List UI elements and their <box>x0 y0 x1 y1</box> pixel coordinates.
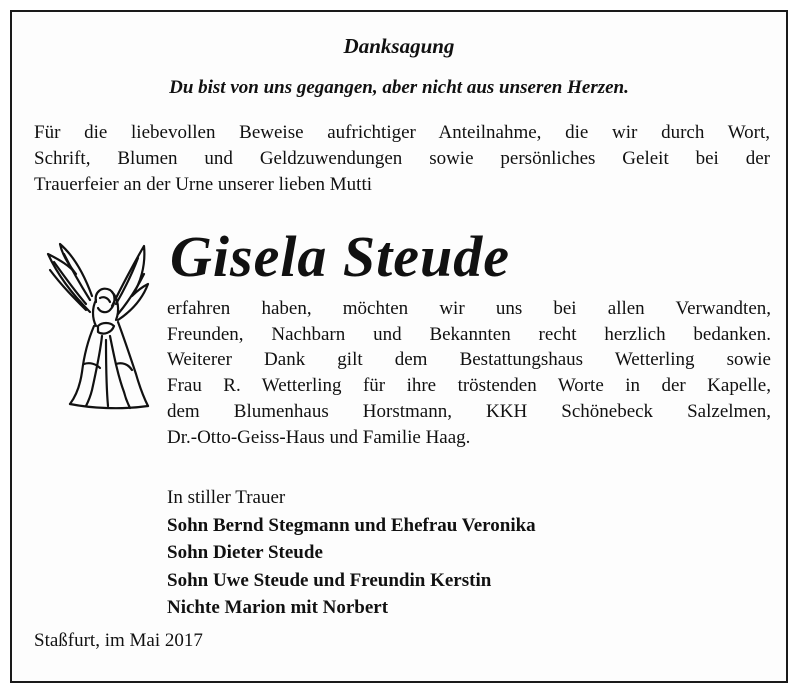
intro-line: Für die liebevollen Beweise aufrichtiger Anteilnahme, die wir durch Wort, <box>34 122 770 143</box>
intro-paragraph <box>34 120 770 198</box>
thanks-paragraph <box>167 296 771 450</box>
mourners-block <box>167 484 536 622</box>
thanks-line: Dr.-Otto-Geiss-Haus und Familie Haag. <box>167 426 471 448</box>
notice-motto: Du bist von uns gegangen, aber nicht aus unseren Herzen. <box>169 77 629 98</box>
mourner-entry: Sohn Dieter Steude <box>167 542 323 563</box>
thanks-line: Weiterer Dank gilt dem Bestattungshaus Wetterling sowie <box>167 349 771 371</box>
notice-title: Danksagung <box>343 34 455 58</box>
mourning-label: In stiller Trauer <box>167 487 286 508</box>
angel-icon <box>40 240 150 410</box>
mourner-entry: Sohn Uwe Steude und Freundin Kerstin <box>167 569 492 591</box>
obituary-notice <box>10 10 788 683</box>
thanks-line: Frau R. Wetterling für ihre tröstenden Worte in der Kapelle, <box>167 375 771 397</box>
thanks-line: dem Blumenhaus Horstmann, KKH Schönebeck Salzelmen, <box>167 400 771 422</box>
thanks-line: erfahren haben, möchten wir uns bei allen Verwandten, <box>167 298 771 319</box>
intro-line: Trauerfeier an der Urne unserer lieben Mutti <box>34 174 373 195</box>
thanks-line: Freunden, Nachbarn und Bekannten recht herzlich bedanken. <box>167 323 771 345</box>
place-date: Staßfurt, im Mai 2017 <box>34 630 203 651</box>
deceased-name: Gisela Steude <box>170 224 511 289</box>
mourner-entry: Nichte Marion mit Norbert <box>167 597 389 618</box>
mourner-entry: Sohn Bernd Stegmann und Ehefrau Veronika <box>167 514 536 536</box>
intro-line: Schrift, Blumen und Geldzuwendungen sowie persönliches Geleit bei der <box>34 148 770 169</box>
